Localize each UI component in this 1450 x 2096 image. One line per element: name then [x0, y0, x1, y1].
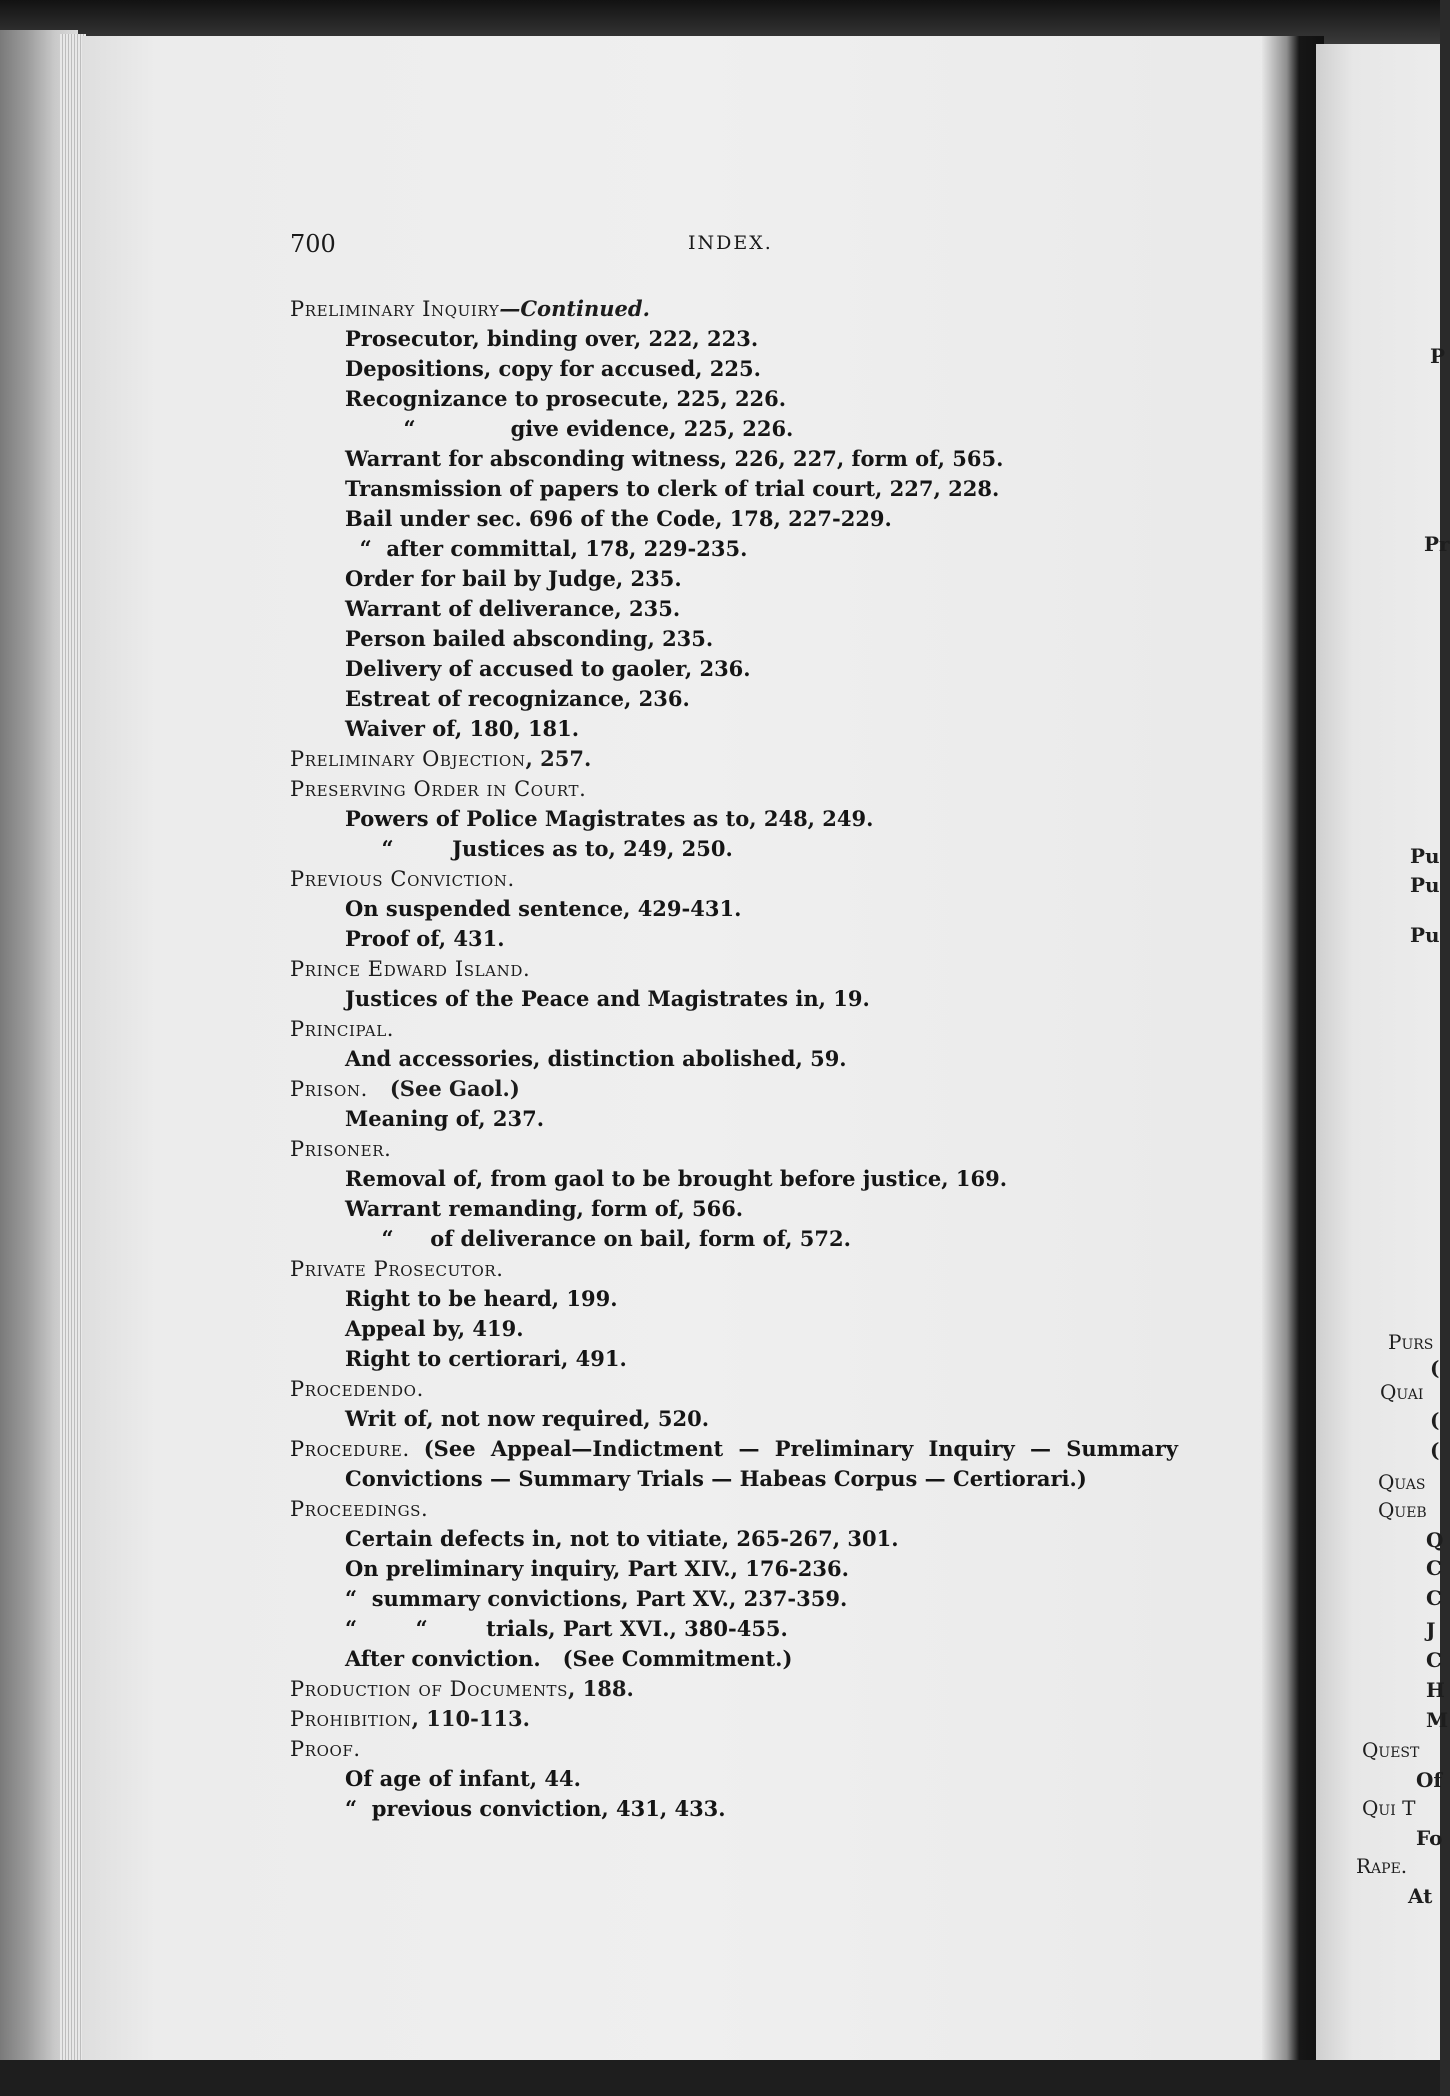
right-fragment: C	[1426, 1556, 1442, 1580]
right-fragment: (	[1430, 1408, 1440, 1432]
right-fragment: Fo	[1416, 1826, 1443, 1850]
entry-subitem: Recognizance to prosecute, 225, 226.	[345, 386, 787, 411]
right-fragment: P	[1430, 344, 1446, 368]
right-fragment: Qui T	[1362, 1796, 1416, 1820]
right-fragment: Pu	[1410, 923, 1440, 947]
entry-heading: Principal.	[290, 1017, 395, 1041]
entry-heading: Prison. (See Gaol.)	[290, 1076, 520, 1101]
index-entry	[290, 1254, 1190, 1374]
entry-subitem: Justices of the Peace and Magistrates in, 19.	[345, 986, 870, 1011]
right-page-fragment	[1316, 44, 1450, 2074]
right-fragment: Q	[1426, 1528, 1444, 1552]
running-head: INDEX.	[688, 232, 773, 254]
entry-subitem: Bail under sec. 696 of the Code, 178, 227-229.	[345, 506, 892, 531]
right-fragment: At	[1408, 1884, 1433, 1908]
entry-subitem: Warrant of deliverance, 235.	[345, 596, 681, 621]
right-fragment: (	[1430, 1438, 1440, 1462]
entry-heading: Proof.	[290, 1737, 361, 1761]
index-entry	[290, 744, 1190, 774]
entry-subitem: “ of deliverance on bail, form of, 572.	[345, 1226, 851, 1251]
right-fragment: Quest	[1362, 1738, 1420, 1762]
entry-heading: Preserving Order in Court.	[290, 777, 587, 801]
entry-heading: Proceedings.	[290, 1497, 429, 1521]
right-fragment: Pu	[1410, 844, 1440, 868]
entry-subitem: Powers of Police Magistrates as to, 248, 249.	[345, 806, 874, 831]
entry-subitem: Delivery of accused to gaoler, 236.	[345, 656, 751, 681]
index-entry	[290, 774, 1190, 864]
entry-subitem: Depositions, copy for accused, 225.	[345, 356, 761, 381]
entry-subitem: Removal of, from gaol to be brought before justice, 169.	[345, 1166, 1008, 1191]
entry-subitem: On suspended sentence, 429-431.	[345, 896, 742, 921]
entry-subitem: And accessories, distinction abolished, 59.	[345, 1046, 847, 1071]
right-fragment: C	[1426, 1586, 1442, 1610]
continued-label: —Continued.	[499, 296, 650, 321]
entry-subitem: Appeal by, 419.	[345, 1316, 524, 1341]
entry-subitem: Order for bail by Judge, 235.	[345, 566, 682, 591]
entry-heading: Private Prosecutor.	[290, 1257, 504, 1281]
index-entry	[290, 1134, 1190, 1254]
right-fragment: H	[1426, 1678, 1445, 1702]
entry-heading: Prisoner.	[290, 1137, 392, 1161]
index-listing	[290, 294, 1190, 1824]
entry-heading: Preliminary Inquiry—Continued.	[290, 296, 650, 321]
index-entry	[290, 1434, 1190, 1494]
entry-subitem: “ summary convictions, Part XV., 237-359.	[345, 1586, 848, 1611]
scanner-bed-bottom	[0, 2060, 1440, 2096]
page-header	[290, 230, 1190, 270]
entry-subitem: Person bailed absconding, 235.	[345, 626, 714, 651]
right-fragment: Pu	[1410, 873, 1440, 897]
entry-subitem: “ after committal, 178, 229-235.	[345, 536, 748, 561]
entry-subitem: “ give evidence, 225, 226.	[345, 416, 794, 441]
index-entry	[290, 1074, 1190, 1134]
entry-subitem: Writ of, not now required, 520.	[345, 1406, 710, 1431]
entry-subitem: “ Justices as to, 249, 250.	[345, 836, 733, 861]
entry-subitem: Of age of infant, 44.	[345, 1766, 581, 1791]
book-gutter	[1262, 36, 1324, 2076]
index-entry	[290, 1374, 1190, 1434]
entry-subitem: Right to be heard, 199.	[345, 1286, 618, 1311]
entry-subitem: Warrant remanding, form of, 566.	[345, 1196, 744, 1221]
entry-subitem: On preliminary inquiry, Part XIV., 176-236.	[345, 1556, 849, 1581]
right-fragment: C	[1426, 1648, 1442, 1672]
index-entry	[290, 1674, 1190, 1704]
right-fragment: M	[1426, 1708, 1449, 1732]
entry-subitem: Estreat of recognizance, 236.	[345, 686, 690, 711]
index-entry	[290, 1494, 1190, 1674]
index-entry	[290, 1734, 1190, 1824]
entry-subitem: Prosecutor, binding over, 222, 223.	[345, 326, 759, 351]
index-entry	[290, 1704, 1190, 1734]
entry-heading: Prince Edward Island.	[290, 957, 531, 981]
entry-heading: Production of Documents, 188.	[290, 1676, 634, 1701]
right-fragment: Quai	[1380, 1380, 1424, 1404]
index-entry	[290, 294, 1190, 744]
entry-subitem: Meaning of, 237.	[345, 1106, 545, 1131]
right-fragment: (	[1430, 1356, 1440, 1380]
index-entry	[290, 1014, 1190, 1074]
entry-subitem: Waiver of, 180, 181.	[345, 716, 580, 741]
right-page-cut-off-text	[1316, 44, 1450, 2074]
right-fragment: J	[1426, 1618, 1436, 1642]
entry-subitem: “ “ trials, Part XVI., 380-455.	[345, 1616, 788, 1641]
right-fragment: Quas	[1378, 1470, 1426, 1494]
entry-subitem: Proof of, 431.	[345, 926, 505, 951]
right-fragment: Rape.	[1356, 1854, 1408, 1878]
entry-heading: Preliminary Objection, 257.	[290, 746, 592, 771]
page-number: 700	[290, 230, 336, 258]
right-fragment: Queb	[1378, 1498, 1427, 1522]
entry-subitem: Transmission of papers to clerk of trial court, 227, 228.	[345, 476, 1000, 501]
entry-subitem: Certain defects in, not to vitiate, 265-267, 301.	[345, 1526, 899, 1551]
right-fragment: Pr	[1424, 532, 1450, 556]
entry-subitem: Warrant for absconding witness, 226, 227, form of, 565.	[345, 446, 1004, 471]
entry-heading-procedure: Procedure.	[290, 1437, 410, 1461]
index-entry	[290, 864, 1190, 954]
entry-subitem: Right to certiorari, 491.	[345, 1346, 627, 1371]
entry-subitem: After conviction. (See Commitment.)	[345, 1646, 793, 1671]
right-fragment: Purs	[1388, 1330, 1434, 1354]
right-fragment: Of	[1416, 1768, 1443, 1792]
see-also-text: (See Appeal—Indictment — Preliminary Inquiry — Summary Convictions — Summary Trials — Habeas Corpus — Certiorari.)	[345, 1436, 1178, 1491]
entry-heading: Prohibition, 110-113.	[290, 1706, 530, 1731]
procedure-entry	[290, 1434, 1190, 1494]
entry-heading: Previous Conviction.	[290, 867, 515, 891]
index-entry	[290, 954, 1190, 1014]
entry-heading: Procedendo.	[290, 1377, 424, 1401]
entry-subitem: “ previous conviction, 431, 433.	[345, 1796, 726, 1821]
